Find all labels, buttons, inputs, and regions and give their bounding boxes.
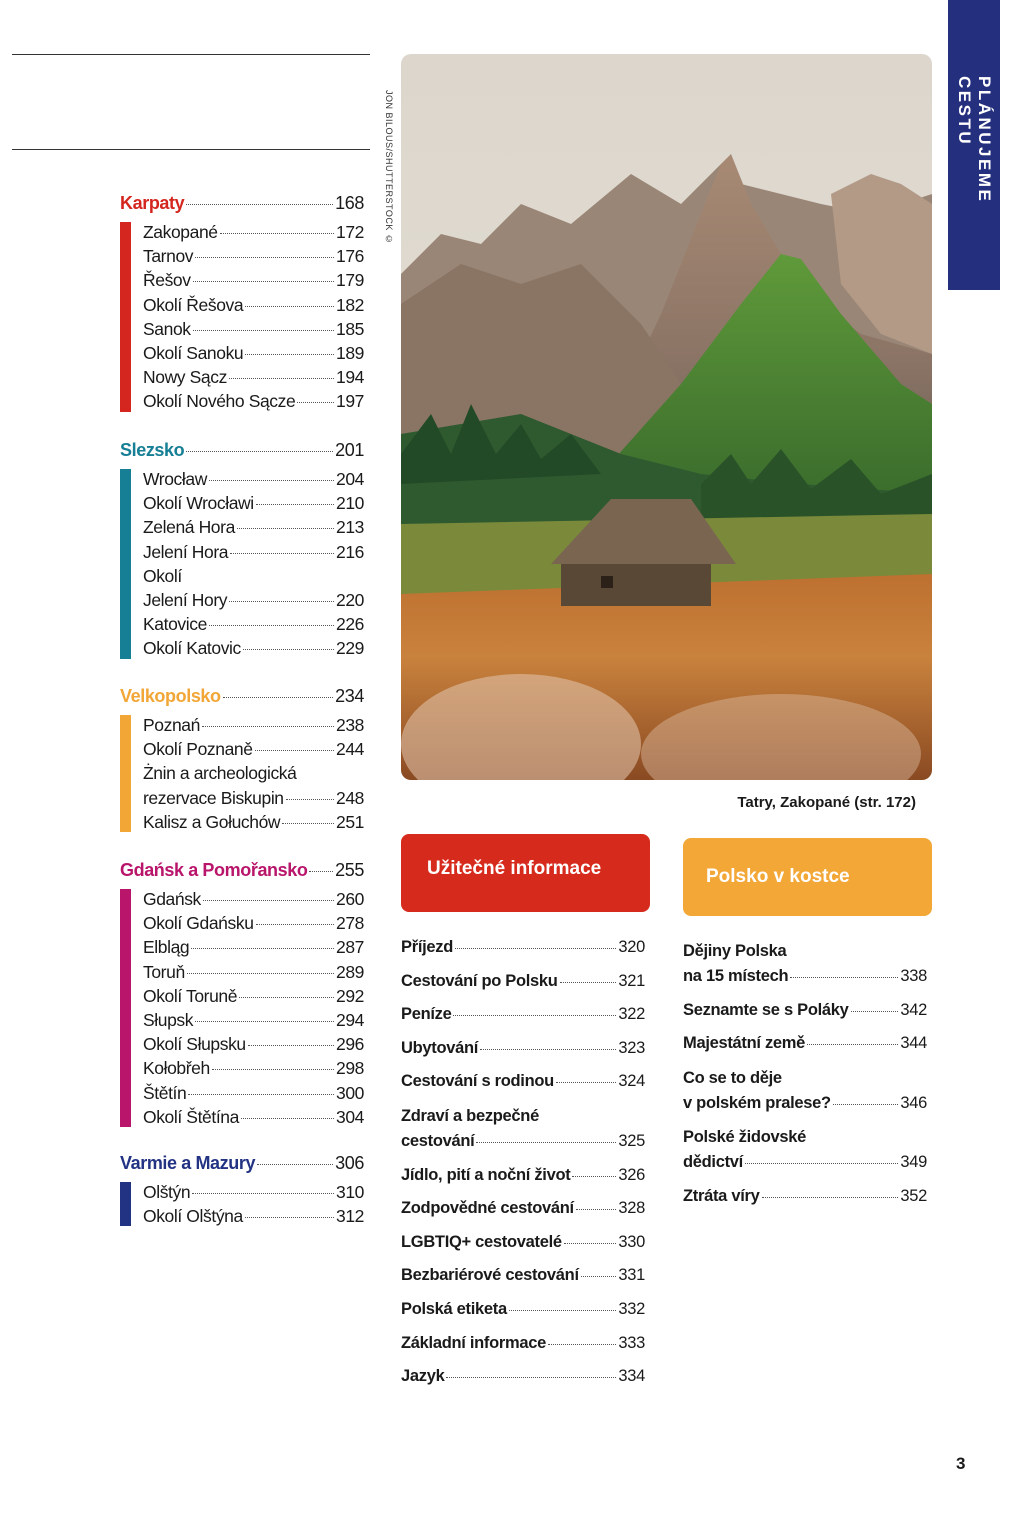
leader-dots <box>223 697 334 698</box>
color-bar <box>120 469 131 659</box>
entry-page: 294 <box>336 1010 364 1031</box>
brief-entry-page: 344 <box>900 1034 927 1053</box>
toc-entry[interactable] <box>143 1081 364 1105</box>
useful-info-header[interactable] <box>401 834 650 912</box>
info-entry-label: Jídlo, pití a noční život <box>401 1165 571 1184</box>
toc-entry[interactable] <box>143 1008 364 1032</box>
brief-entry[interactable] <box>683 1091 927 1115</box>
toc-entry[interactable] <box>143 935 364 959</box>
leader-dots <box>187 973 334 974</box>
entry-page: 182 <box>336 294 364 315</box>
region-heading[interactable] <box>120 440 364 461</box>
toc-entry[interactable] <box>143 293 364 317</box>
toc-entry[interactable] <box>143 713 364 737</box>
entry-page: 229 <box>336 638 364 659</box>
entry-label: Okolí Słupsku <box>143 1034 246 1055</box>
leader-dots <box>203 900 334 901</box>
leader-dots <box>297 402 334 403</box>
region-entries <box>120 1180 364 1228</box>
leader-dots <box>790 977 898 978</box>
leader-dots <box>209 480 334 481</box>
region-entries <box>120 887 364 1129</box>
entry-label: Olštýn <box>143 1182 191 1202</box>
leader-dots <box>245 1217 334 1218</box>
region-heading[interactable] <box>120 193 364 214</box>
leader-dots <box>212 1069 334 1070</box>
info-entry-label: Jazyk <box>401 1367 445 1386</box>
in-brief-list <box>683 938 927 1218</box>
entry-label: rezervace Biskupin <box>143 787 284 808</box>
in-brief-header[interactable] <box>683 838 932 916</box>
toc-entry[interactable] <box>143 220 364 244</box>
info-entry[interactable] <box>401 1163 645 1187</box>
leader-dots <box>745 1163 898 1164</box>
entry-label: Zelená Hora <box>143 517 235 538</box>
entry-label: Okolí Wrocławi <box>143 493 254 514</box>
top-rule <box>12 54 370 55</box>
region-entries <box>120 220 364 414</box>
entry-label: Toruň <box>143 961 185 982</box>
brief-entry[interactable] <box>683 998 927 1022</box>
leader-dots <box>282 823 334 824</box>
region-gdansk <box>120 860 364 1129</box>
region-heading[interactable] <box>120 686 364 707</box>
side-tab-label: PLÁNUJEME CESTU <box>955 76 994 204</box>
toc-entry[interactable] <box>143 540 364 564</box>
leader-dots <box>576 1209 617 1210</box>
region-varmie <box>120 1153 364 1228</box>
leader-dots <box>453 1015 616 1016</box>
leader-dots <box>560 982 617 983</box>
leader-dots <box>581 1276 617 1277</box>
info-entry[interactable] <box>401 1196 645 1220</box>
toc-entry[interactable] <box>143 737 364 761</box>
info-entry[interactable] <box>401 1230 645 1254</box>
leader-dots <box>195 257 334 258</box>
leader-dots <box>188 1094 334 1095</box>
leader-dots <box>833 1104 899 1105</box>
entry-label: Okolí Katovic <box>143 638 241 659</box>
entry-page: 296 <box>336 1034 364 1055</box>
entry-page: 194 <box>336 367 364 388</box>
color-bar <box>120 222 131 412</box>
leader-dots <box>193 330 334 331</box>
leader-dots <box>807 1044 898 1045</box>
info-entry-label: Příjezd <box>401 938 454 956</box>
entry-label: Jelení Hora <box>143 541 229 562</box>
entry-page: 298 <box>336 1058 364 1079</box>
brief-entry[interactable] <box>683 1184 927 1208</box>
info-entry-page: 333 <box>618 1333 645 1352</box>
info-entry[interactable] <box>401 1069 645 1093</box>
region-heading[interactable] <box>120 860 364 881</box>
entry-label: Wrocław <box>143 469 207 489</box>
info-entry-page: 332 <box>618 1299 645 1318</box>
leader-dots <box>202 726 334 727</box>
entry-page: 172 <box>336 222 364 242</box>
region-title: Varmie a Mazury <box>120 1153 256 1173</box>
leader-dots <box>548 1344 616 1345</box>
leader-dots <box>230 553 334 554</box>
entry-page: 312 <box>336 1206 364 1227</box>
entry-label: Katovice <box>143 614 207 635</box>
brief-entry-label: dědictví <box>683 1153 743 1172</box>
info-entry-label: Peníze <box>401 1005 452 1024</box>
leader-dots <box>851 1011 899 1012</box>
entry-page: 300 <box>336 1082 364 1103</box>
leader-dots <box>762 1197 899 1198</box>
entry-page: 210 <box>336 493 364 514</box>
leader-dots <box>556 1082 616 1083</box>
info-entry-label: LGBTIQ+ cestovatelé <box>401 1232 562 1251</box>
info-entry-page: 320 <box>618 938 645 956</box>
leader-dots <box>245 306 334 307</box>
entry-label: Sanok <box>143 318 191 339</box>
brief-entry[interactable] <box>683 1150 927 1174</box>
leader-dots <box>186 451 333 452</box>
entry-page: 179 <box>336 270 364 291</box>
info-entry[interactable] <box>401 1129 645 1153</box>
entry-page: 189 <box>336 343 364 364</box>
leader-dots <box>239 997 334 998</box>
region-title: Gdańsk a Pomořansko <box>120 860 308 880</box>
entry-label: Okolí Sanoku <box>143 343 244 364</box>
entry-page: 176 <box>336 246 364 267</box>
leader-dots <box>455 948 616 949</box>
info-entry[interactable] <box>401 1364 645 1388</box>
entry-first-line: Okolí <box>143 565 182 586</box>
brief-entry-label: Majestátní země <box>683 1034 806 1053</box>
entry-label: Okolí Olštýna <box>143 1206 243 1227</box>
toc-entry[interactable] <box>143 984 364 1008</box>
entry-label: Tarnov <box>143 246 194 267</box>
info-entry-page: 330 <box>618 1232 645 1251</box>
info-entry-page: 321 <box>618 971 645 990</box>
info-entry-page: 334 <box>618 1367 645 1386</box>
leader-dots <box>220 233 334 234</box>
region-velkopolsko <box>120 686 364 834</box>
useful-info-list <box>401 935 645 1398</box>
toc-entry[interactable] <box>143 341 364 365</box>
leader-dots <box>229 378 334 379</box>
leader-dots <box>191 948 334 949</box>
info-entry-label: Ubytování <box>401 1038 479 1057</box>
toc-entry[interactable] <box>143 389 364 413</box>
info-entry-page: 322 <box>618 1005 645 1024</box>
toc-entry[interactable] <box>143 467 364 491</box>
leader-dots <box>476 1142 616 1143</box>
info-entry-label: Základní informace <box>401 1333 546 1352</box>
toc-entry[interactable] <box>143 1032 364 1056</box>
entry-label: Štětín <box>143 1082 187 1103</box>
toc-entry[interactable] <box>143 491 364 515</box>
mountain-landscape-illustration <box>401 54 932 780</box>
info-entry-page: 331 <box>618 1266 645 1285</box>
region-entries <box>120 713 364 834</box>
entry-page: 204 <box>336 469 364 489</box>
brief-entry-page: 352 <box>900 1186 927 1205</box>
info-entry[interactable] <box>401 1002 645 1026</box>
region-page: 234 <box>335 686 364 706</box>
leader-dots <box>237 528 334 529</box>
region-slezsko <box>120 440 364 661</box>
entry-page: 213 <box>336 517 364 538</box>
info-entry-label: Cestování s rodinou <box>401 1072 554 1091</box>
entry-label: Poznań <box>143 715 200 735</box>
leader-dots <box>446 1377 616 1378</box>
leader-dots <box>309 871 333 872</box>
toc-entry[interactable] <box>143 365 364 389</box>
entry-page: 197 <box>336 391 364 412</box>
entry-first-line: Żnin a archeologická <box>143 763 297 784</box>
region-page: 306 <box>335 1153 364 1173</box>
info-entry-page: 324 <box>618 1072 645 1091</box>
toc-entry[interactable] <box>143 887 364 911</box>
entry-page: 287 <box>336 937 364 958</box>
entry-page: 251 <box>336 811 364 832</box>
leader-dots <box>256 504 334 505</box>
info-entry-label: Bezbariérové cestování <box>401 1266 579 1285</box>
leader-dots <box>241 1118 334 1119</box>
leader-dots <box>564 1243 617 1244</box>
entry-label: Řešov <box>143 270 191 291</box>
brief-entry[interactable] <box>683 1031 927 1055</box>
toc-entry[interactable] <box>143 268 364 292</box>
toc-entry[interactable] <box>143 317 364 341</box>
region-karpaty <box>120 193 364 414</box>
toc-entry[interactable] <box>143 1105 364 1129</box>
entry-label: Okolí Štětína <box>143 1106 239 1127</box>
toc-entry[interactable] <box>143 515 364 539</box>
entry-label: Okolí Poznaně <box>143 739 253 760</box>
info-entry-page: 328 <box>618 1199 645 1218</box>
entry-page: 238 <box>336 715 364 735</box>
entry-label: Słupsk <box>143 1010 194 1031</box>
brief-entry-label: na 15 místech <box>683 967 789 985</box>
leader-dots <box>255 750 334 751</box>
toc-entry[interactable] <box>143 810 364 834</box>
region-title: Karpaty <box>120 193 185 213</box>
tatry-photo <box>401 54 932 780</box>
region-page: 255 <box>335 860 364 880</box>
in-brief-heading: Polsko v kostce <box>706 866 850 887</box>
brief-entry-label: Seznamte se s Poláky <box>683 1000 849 1019</box>
region-title: Velkopolsko <box>120 686 221 706</box>
info-entry-label: cestování <box>401 1131 475 1150</box>
color-bar <box>120 889 131 1127</box>
region-page: 168 <box>335 193 364 213</box>
brief-entry-first-line: Polské židovské <box>683 1128 806 1147</box>
color-bar <box>120 715 131 832</box>
leader-dots <box>248 1045 334 1046</box>
photo-caption: Tatry, Zakopané (str. 172) <box>737 794 916 811</box>
leader-dots <box>480 1049 616 1050</box>
toc-entry[interactable] <box>143 244 364 268</box>
entry-page: 289 <box>336 961 364 982</box>
brief-entry-first-line: Co se to děje <box>683 1068 782 1087</box>
toc-entry[interactable] <box>143 1204 364 1228</box>
toc-entry[interactable] <box>143 588 364 612</box>
toc-entry[interactable] <box>143 636 364 660</box>
entry-label: Elbląg <box>143 937 190 958</box>
entry-page: 292 <box>336 985 364 1006</box>
info-entry-page: 325 <box>618 1131 645 1150</box>
entry-label: Okolí Nového Sącze <box>143 391 296 412</box>
entry-page: 304 <box>336 1106 364 1127</box>
toc-entry[interactable] <box>143 960 364 984</box>
photo-credit: JON BILOUS/SHUTTERSTOCK © <box>384 90 394 245</box>
entry-label: Okolí Řešova <box>143 294 244 315</box>
entry-page: 260 <box>336 889 364 909</box>
region-heading[interactable] <box>120 1153 364 1174</box>
info-entry-page: 326 <box>618 1165 645 1184</box>
second-rule <box>12 149 370 150</box>
leader-dots <box>229 601 334 602</box>
info-entry[interactable] <box>401 1297 645 1321</box>
info-entry-label: Cestování po Polsku <box>401 971 558 990</box>
toc-entry[interactable] <box>143 1056 364 1080</box>
info-entry[interactable] <box>401 969 645 993</box>
brief-entry-page: 342 <box>900 1000 927 1019</box>
entry-label: Okolí Toruně <box>143 985 238 1006</box>
region-title: Slezsko <box>120 440 185 460</box>
entry-page: 248 <box>336 787 364 808</box>
leader-dots <box>193 281 334 282</box>
region-page: 201 <box>335 440 364 460</box>
brief-entry-label: Ztráta víry <box>683 1186 760 1205</box>
leader-dots <box>209 625 334 626</box>
entry-label: Kalisz a Gołuchów <box>143 811 281 832</box>
info-entry-label: Polská etiketa <box>401 1299 507 1318</box>
leader-dots <box>509 1310 616 1311</box>
leader-dots <box>257 1164 333 1165</box>
info-entry-page: 323 <box>618 1038 645 1057</box>
leader-dots <box>186 204 333 205</box>
info-entry-first-line: Zdraví a bezpečné <box>401 1106 539 1125</box>
entry-page: 278 <box>336 913 364 934</box>
leader-dots <box>256 924 334 925</box>
entry-page: 216 <box>336 541 364 562</box>
toc-entry[interactable] <box>143 1180 364 1204</box>
leader-dots <box>286 799 334 800</box>
toc-entry[interactable] <box>143 612 364 636</box>
info-entry[interactable] <box>401 1331 645 1355</box>
leader-dots <box>192 1193 334 1194</box>
region-entries <box>120 467 364 661</box>
toc-entry[interactable] <box>143 911 364 935</box>
info-entry-label: Zodpovědné cestování <box>401 1199 574 1218</box>
leader-dots <box>245 354 334 355</box>
entry-page: 244 <box>336 739 364 760</box>
entry-page: 185 <box>336 318 364 339</box>
leader-dots <box>572 1176 616 1177</box>
leader-dots <box>195 1021 334 1022</box>
brief-entry[interactable] <box>683 964 927 988</box>
section-side-tab <box>948 0 1000 290</box>
leader-dots <box>243 649 334 650</box>
entry-label: Nowy Sącz <box>143 367 227 388</box>
entry-label: Jelení Hory <box>143 590 228 611</box>
entry-label: Kołobřeh <box>143 1058 210 1079</box>
info-entry[interactable] <box>401 1263 645 1287</box>
page-number: 3 <box>956 1454 966 1473</box>
entry-label: Zakopané <box>143 222 218 242</box>
brief-entry-first-line: Dějiny Polska <box>683 942 787 960</box>
brief-entry-page: 338 <box>900 967 927 985</box>
brief-entry-page: 349 <box>900 1153 927 1172</box>
entry-page: 310 <box>336 1182 364 1202</box>
color-bar <box>120 1182 131 1226</box>
entry-page: 226 <box>336 614 364 635</box>
entry-label: Okolí Gdańsku <box>143 913 254 934</box>
info-entry[interactable] <box>401 935 645 959</box>
entry-label: Gdańsk <box>143 889 201 909</box>
entry-page: 220 <box>336 590 364 611</box>
brief-entry-page: 346 <box>900 1093 927 1112</box>
info-entry[interactable] <box>401 1036 645 1060</box>
toc-entry[interactable] <box>143 786 364 810</box>
brief-entry-label: v polském pralese? <box>683 1093 831 1112</box>
useful-info-heading: Užitečné informace <box>427 858 602 879</box>
